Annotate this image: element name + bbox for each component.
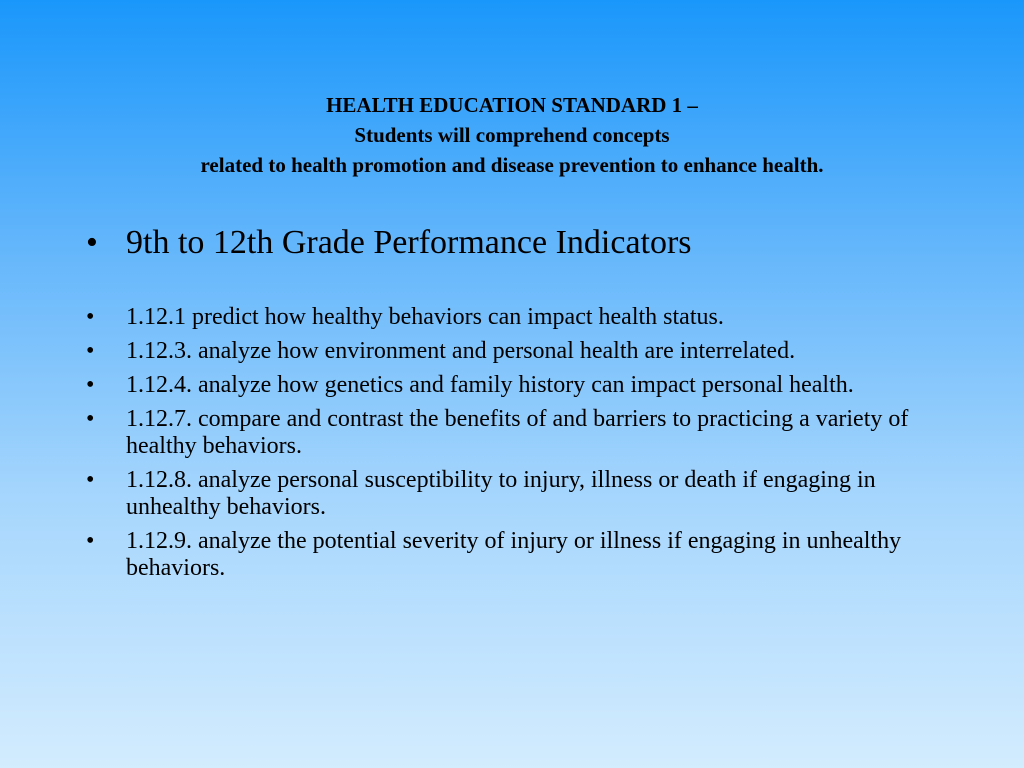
list-item bbox=[86, 304, 956, 331]
bullet-icon: • bbox=[86, 338, 95, 364]
title-line: Students will comprehend concepts bbox=[354, 123, 670, 147]
bullet-icon: • bbox=[86, 528, 95, 554]
bullet-icon: • bbox=[86, 372, 95, 398]
bullet-icon: • bbox=[86, 224, 98, 261]
indicator-text: 1.12.8. analyze personal susceptibility to injury, illness or death if engaging in unhealthy behaviors. bbox=[126, 467, 876, 520]
section-heading bbox=[86, 223, 692, 263]
indicator-text: 1.12.4. analyze how genetics and family history can impact personal health. bbox=[126, 372, 854, 398]
slide-title bbox=[0, 90, 1024, 180]
indicator-text: 1.12.7. compare and contrast the benefits of and barriers to practicing a variety of healthy behaviors. bbox=[126, 406, 909, 459]
bullet-icon: • bbox=[86, 304, 95, 330]
list-item bbox=[86, 467, 956, 521]
indicator-list bbox=[86, 304, 956, 589]
bullet-icon: • bbox=[86, 467, 95, 493]
bullet-icon: • bbox=[86, 406, 95, 432]
title-line: related to health promotion and disease prevention to enhance health. bbox=[200, 153, 824, 177]
indicator-text: 1.12.3. analyze how environment and personal health are interrelated. bbox=[126, 338, 796, 364]
section-heading-text: 9th to 12th Grade Performance Indicators bbox=[126, 224, 692, 261]
list-item bbox=[86, 406, 956, 460]
indicator-text: 1.12.9. analyze the potential severity of injury or illness if engaging in unhealthy behaviors. bbox=[126, 528, 902, 581]
list-item bbox=[86, 338, 956, 365]
title-line: HEALTH EDUCATION STANDARD 1 – bbox=[326, 93, 698, 117]
indicator-text: 1.12.1 predict how healthy behaviors can impact health status. bbox=[126, 304, 724, 330]
list-item bbox=[86, 372, 956, 399]
list-item bbox=[86, 528, 956, 582]
